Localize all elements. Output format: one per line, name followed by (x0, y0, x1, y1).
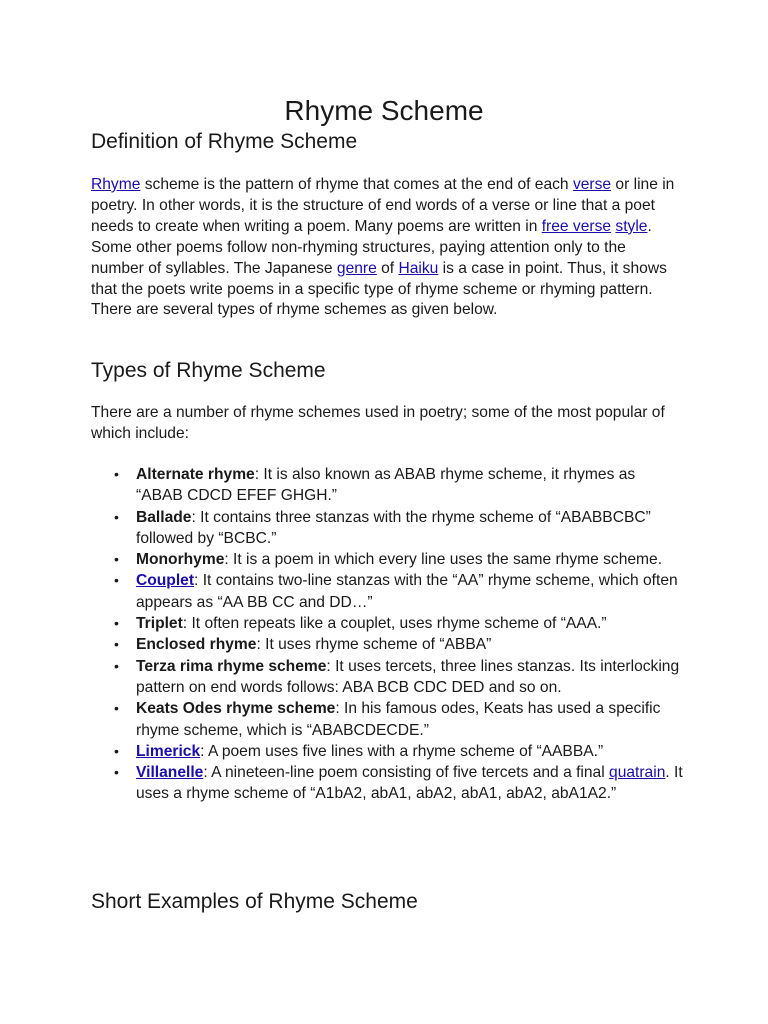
verse-link[interactable]: verse (572, 176, 612, 193)
list-item-couplet (114, 570, 684, 613)
list-item-monorhyme (114, 549, 684, 570)
bullet-icon: • (114, 764, 119, 781)
list-item-triplet (114, 613, 684, 634)
types-heading: Types of Rhyme Scheme (91, 359, 326, 382)
bullet-icon: • (114, 572, 119, 589)
bullet-icon: • (114, 551, 119, 568)
definition-paragraph (91, 175, 681, 321)
term-description: : It uses tercets, three lines stanzas. Its interlocking pattern on end words follows: ABA BCB CDC DED and so on. (136, 657, 680, 696)
bullet-icon: • (114, 466, 119, 482)
term-description: : It is also known as ABAB rhyme scheme, it rhymes as “ABAB CDCD EFEF GHGH.” (136, 466, 636, 505)
term-description: : A poem uses five lines with a rhyme scheme of “AABBA.” (200, 742, 604, 760)
style-link[interactable]: style (615, 217, 648, 235)
term-description: : It contains three stanzas with the rhyme scheme of “ABABBCBC” followed by “BCBC.” (136, 508, 651, 547)
term-label: Terza rima rhyme scheme (136, 657, 327, 675)
quatrain-link[interactable]: quatrain (609, 764, 666, 782)
list-item-ballade (114, 507, 684, 550)
list-item-limerick (114, 741, 684, 762)
term-description: : It is a poem in which every line uses the same rhyme scheme. (224, 551, 663, 569)
haiku-link[interactable]: Haiku (398, 259, 439, 277)
list-item-enclosed-rhyme (114, 634, 684, 655)
term-description-continued: . It uses a rhyme scheme of “A1bA2, abA1, abA2, abA1, abA2, abA1A2.” (136, 764, 683, 803)
definition-text-2: or line in poetry. In other words, it is the structure of end words of a verse or line that a poet needs to create when writing a poem. Many poems are written in (91, 176, 675, 235)
villanelle-link[interactable]: Villanelle (136, 764, 204, 782)
bullet-icon: • (114, 508, 119, 525)
definition-text-1: scheme is the pattern of rhyme that comes at the end of each (140, 176, 573, 193)
term-description: : It uses rhyme scheme of “ABBA” (256, 636, 492, 654)
term-label: Keats Odes rhyme scheme (136, 700, 336, 718)
term-description: : A nineteen-line poem consisting of five tercets and a final (203, 764, 610, 782)
bullet-icon: • (114, 636, 119, 653)
bullet-icon: • (114, 742, 119, 759)
term-label: Alternate rhyme (136, 466, 255, 483)
term-label: Monorhyme (136, 551, 225, 569)
genre-link[interactable]: genre (336, 259, 377, 277)
definition-heading: Definition of Rhyme Scheme (91, 130, 358, 153)
definition-text-5: of (376, 259, 399, 277)
definition-text-6: is a case in point. Thus, it shows that the poets write poems in a specific type of rhyme scheme or rhyming pattern. There are several types of rhyme schemes as given below. (91, 259, 667, 319)
list-item-villanelle (114, 762, 684, 805)
bullet-icon: • (114, 657, 119, 674)
bullet-icon: • (114, 615, 119, 632)
rhyme-link[interactable]: Rhyme (91, 176, 141, 193)
page-title: Rhyme Scheme (284, 95, 484, 126)
couplet-link[interactable]: Couplet (136, 572, 195, 590)
list-item-terza-rima (114, 656, 684, 699)
limerick-link[interactable]: Limerick (136, 742, 201, 760)
term-label: Ballade (136, 508, 192, 526)
rhyme-types-list (114, 464, 684, 805)
bullet-icon: • (114, 700, 119, 717)
types-intro-paragraph: There are a number of rhyme schemes used in poetry; some of the most popular of which include: (91, 404, 665, 442)
term-description: : It contains two-line stanzas with the “AA” rhyme scheme, which often appears as “AA BB CC and DD…” (136, 572, 678, 611)
short-examples-heading: Short Examples of Rhyme Scheme (91, 890, 418, 913)
term-label: Enclosed rhyme (136, 636, 257, 654)
list-item-alternate-rhyme (114, 464, 684, 507)
term-description: : It often repeats like a couplet, uses rhyme scheme of “AAA.” (182, 615, 607, 633)
list-item-keats-odes (114, 698, 684, 741)
term-label: Triplet (136, 615, 183, 633)
term-description: : In his famous odes, Keats has used a specific rhyme scheme, which is “ABABCDECDE.” (136, 700, 661, 739)
free-verse-link[interactable]: free verse (541, 217, 612, 235)
definition-text-4: . Some other poems follow non-rhyming structures, paying attention only to the number of syllables. The Japanese (91, 217, 652, 277)
